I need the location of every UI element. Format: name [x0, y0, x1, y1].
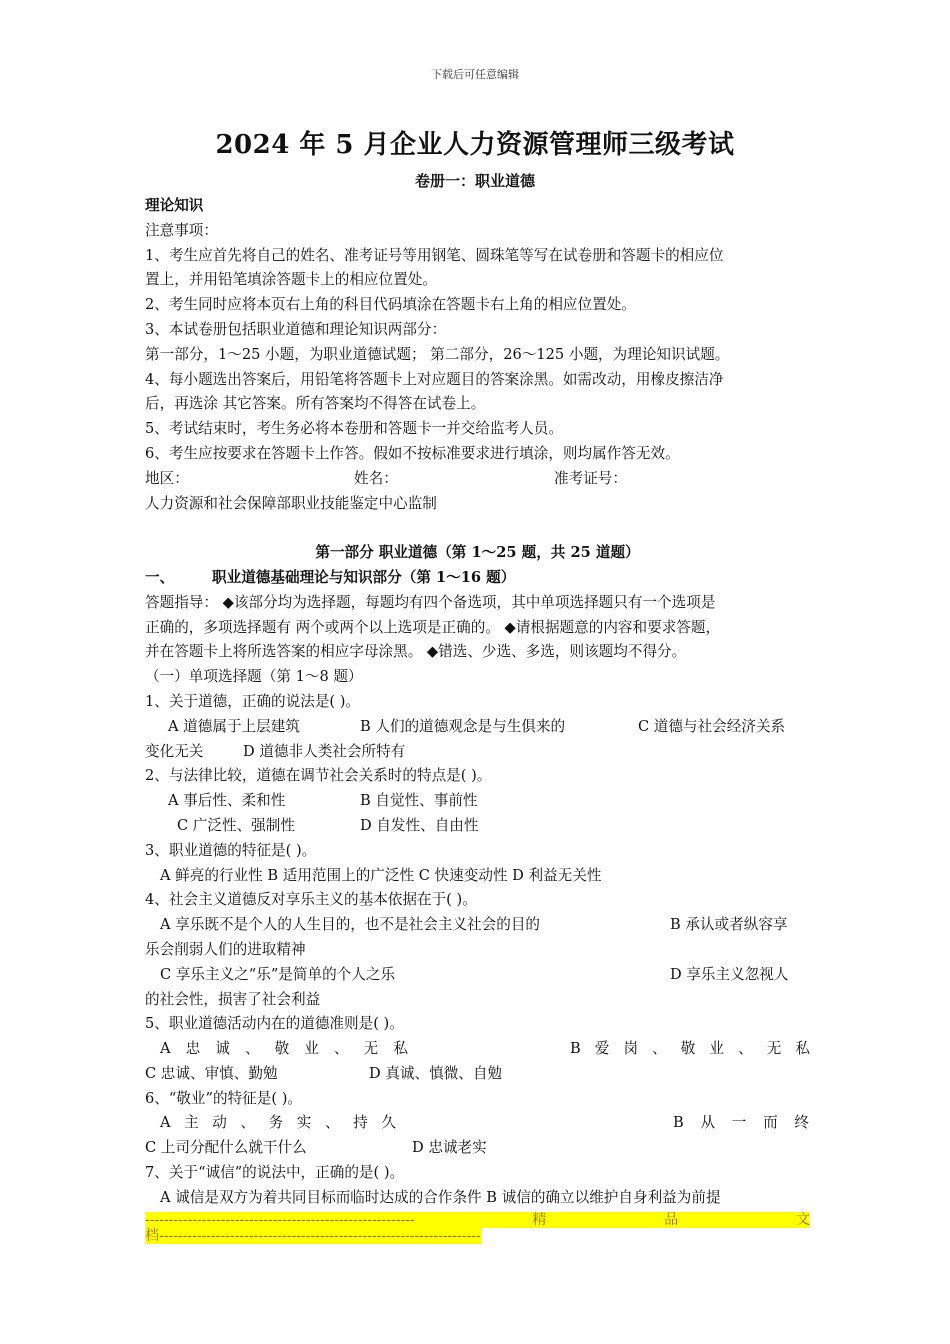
option-5d: D 真诚、慎微、自勉 — [369, 1064, 503, 1082]
option-6c: C 上司分配什么就干什么 — [145, 1139, 307, 1157]
question-5-options-cd — [145, 1062, 810, 1087]
question-6-options-ab — [145, 1111, 810, 1136]
part1-heading: 第一部分 职业道德（第 1～25 题，共 25 道题） — [315, 544, 640, 562]
notice-5: 5、考试结束时，考生务必将本卷册和答题卡一并交给监考人员。 — [145, 420, 563, 438]
footer-dashes-1: --------------------------------------------------------- — [145, 1212, 415, 1228]
option-6d: D 忠诚老实 — [412, 1139, 487, 1157]
field-ticket: 准考证号： — [554, 469, 627, 487]
footer-word-3: 文 — [795, 1212, 810, 1228]
option-6b: B 从 一 而 终 — [673, 1114, 809, 1132]
notice-4b: 后，再选涂 其它答案。所有答案均不得答在试卷上。 — [145, 395, 486, 413]
option-5a: A 忠 诚 、 敬 业 、 无 私 — [160, 1040, 408, 1058]
document-body — [145, 194, 810, 1211]
question-5-options-ab — [145, 1037, 810, 1062]
option-2c: C 广泛性、强制性 — [177, 816, 295, 834]
instructions-3: 并在答题卡上将所选答案的相应字母涂黑。 ◆错选、少选、多选，则该题均不得分。 — [145, 643, 687, 661]
candidate-fields — [145, 467, 810, 492]
option-1d: D 道德非人类社会所特有 — [243, 742, 406, 760]
question-5: 5、职业道德活动内在的道德准则是( )。 — [145, 1015, 404, 1033]
notice-3: 3、本试卷册包括职业道德和理论知识两部分： — [145, 320, 447, 338]
question-7-options-ab: A 诚信是双方为着共同目标而临时达成的合作条件 B 诚信的确立以维护自身利益为前提 — [160, 1188, 721, 1206]
question-7: 7、关于“诚信”的说法中，正确的是( )。 — [145, 1164, 405, 1182]
section1-title: 职业道德基础理论与知识部分（第 1～16 题） — [212, 568, 516, 586]
question-1: 1、关于道德，正确的说法是( )。 — [145, 692, 361, 710]
notice-4a: 4、每小题选出答案后，用铅笔将答题卡上对应题目的答案涂黑。如需改动，用橡皮擦洁净 — [145, 370, 724, 388]
section1-number: 一、 — [145, 568, 175, 586]
single-choice-heading: （一）单项选择题（第 1～8 题） — [145, 668, 363, 686]
option-2d: D 自发性、自由性 — [360, 816, 479, 834]
supervisor-line: 人力资源和社会保障部职业技能鉴定中心监制 — [145, 494, 437, 512]
page-header: 下载后可任意编辑 — [431, 68, 519, 81]
question-1-options — [145, 715, 810, 740]
exam-subtitle: 卷册一：职业道德 — [414, 172, 535, 190]
question-6: 6、“敬业”的特征是( )。 — [145, 1089, 302, 1107]
question-2-options-ab — [145, 789, 810, 814]
footer-word-4: 档 — [145, 1228, 159, 1244]
question-3: 3、职业道德的特征是( )。 — [145, 841, 317, 859]
instructions-1: 答题指导： ◆该部分均为选择题，每题均有四个备选项，其中单项选择题只有一个选项是 — [145, 593, 716, 611]
option-4d: D 享乐主义忽视人 — [670, 965, 789, 983]
notice-3b: 第一部分，1～25 小题，为职业道德试题； 第二部分，26～125 小题，为理论知识试题。 — [145, 345, 730, 363]
option-2a: A 事后性、柔和性 — [168, 792, 286, 810]
question-3-options: A 鲜亮的行业性 B 适用范围上的广泛性 C 快速变动性 D 利益无关性 — [160, 866, 602, 884]
option-6a: A 主 动 、 务 实 、 持 久 — [160, 1114, 396, 1132]
option-4b-cont: 乐会削弱人们的进取精神 — [145, 940, 306, 958]
footer-banner — [145, 1212, 810, 1244]
section1-heading — [145, 566, 810, 591]
question-2: 2、与法律比较，道德在调节社会关系时的特点是( )。 — [145, 767, 492, 785]
footer-row-2 — [145, 1228, 481, 1244]
footer-row-1 — [145, 1212, 810, 1228]
option-1b: B 人们的道德观念是与生俱来的 — [360, 717, 566, 735]
field-region: 地区： — [145, 469, 189, 487]
notice-1a: 1、考生应首先将自己的姓名、准考证号等用钢笔、圆珠笔等写在试卷册和答题卡的相应位 — [145, 246, 724, 264]
notice-title: 注意事项： — [145, 221, 218, 239]
option-2b: B 自觉性、事前性 — [360, 792, 478, 810]
question-4: 4、社会主义道德反对享乐主义的基本依据在于( )。 — [145, 891, 477, 909]
notice-6: 6、考生应按要求在答题卡上作答。假如不按标准要求进行填涂，则均属作答无效。 — [145, 444, 680, 462]
question-2-options-cd — [145, 814, 810, 839]
question-4-options-cd — [145, 963, 810, 988]
option-1a: A 道德属于上层建筑 — [168, 717, 300, 735]
footer-word-1: 精 — [532, 1212, 547, 1228]
field-name: 姓名： — [354, 469, 398, 487]
option-4d-cont: 的社会性，损害了社会利益 — [145, 990, 321, 1008]
option-1c-cont: 变化无关 — [145, 742, 204, 760]
option-4a: A 享乐既不是个人的人生目的，也不是社会主义社会的目的 — [160, 916, 541, 934]
instructions-2: 正确的，多项选择题有 两个或两个以上选项是正确的。 ◆请根据题意的内容和要求答题， — [145, 618, 721, 636]
footer-word-2: 品 — [664, 1212, 679, 1228]
question-4-options-ab — [145, 913, 810, 938]
question-1-options-cont — [145, 740, 810, 765]
option-5b: B 爱 岗 、 敬 业 、 无 私 — [570, 1040, 810, 1058]
notice-2: 2、考生同时应将本页右上角的科目代码填涂在答题卡右上角的相应位置处。 — [145, 296, 636, 314]
option-1c: C 道德与社会经济关系 — [638, 717, 786, 735]
footer-dashes-2: -------------------------------------------------------------------- — [159, 1228, 481, 1244]
exam-title: 2024 年 5 月企业人力资源管理师三级考试 — [215, 130, 735, 160]
notice-1b: 置上，并用铅笔填涂答题卡上的相应位置处。 — [145, 271, 437, 289]
section-theory: 理论知识 — [145, 197, 204, 214]
option-5c: C 忠诚、审慎、勤勉 — [145, 1064, 278, 1082]
option-4b: B 承认或者纵容享 — [670, 916, 788, 934]
option-4c: C 享乐主义之“乐”是简单的个人之乐 — [160, 965, 396, 983]
question-6-options-cd — [145, 1136, 810, 1161]
